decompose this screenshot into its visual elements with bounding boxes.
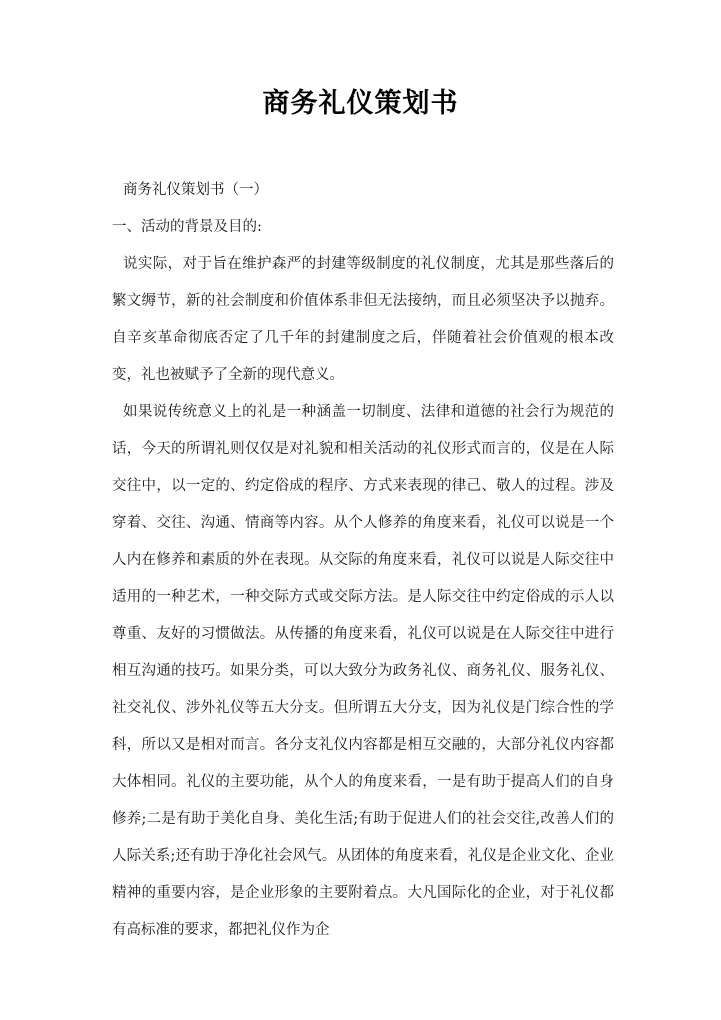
body-paragraph: 说实际，对于旨在维护森严的封建等级制度的礼仪制度，尤其是那些落后的繁文缛节，新的社会制度和价值体系非但无法接纳，而且必须坚决予以抛弃。自辛亥革命彻底否定了几千年的封建制度之后，伴随着社会价值观的根本改变，礼也被赋予了全新的现代意义。 (112, 256, 614, 383)
document-subtitle: 商务礼仪策划书（一） (123, 182, 268, 198)
body-paragraph: 如果说传统意义上的礼是一种涵盖一切制度、法律和道德的社会行为规范的话，今天的所谓礼则仅仅是对礼貌和相关活动的礼仪形式而言的，仪是在人际交往中，以一定的、约定俗成的程序、方式来表现的律己、敬人的过程。涉及穿着、交往、沟通、情商等内容。从个人修养的角度来看，礼仪可以说是一个人内在修养和素质的外在表现。从交际的角度来看，礼仪可以说是人际交往中适用的一种艺术，一种交际方式或交际方法。是人际交往中约定俗成的示人以尊重、友好的习惯做法。从传播的角度来看，礼仪可以说是在人际交往中进行相互沟通的技巧。如果分类，可以大致分为政务礼仪、商务礼仪、服务礼仪、社交礼仪、涉外礼仪等五大分支。但所谓五大分支，因为礼仪是门综合性的学科，所以又是相对而言。各分支礼仪内容都是相互交融的，大部分礼仪内容都大体相同。礼仪的主要功能，从个人的角度来看，一是有助于提高人们的自身修养;二是有助于美化自身、美化生活;有助于促进人们的社会交往,改善人们的人际关系;还有助于净化社会风气。从团体的角度来看，礼仪是企业文化、企业精神的重要内容，是企业形象的主要附着点。大凡国际化的企业，对于礼仪都有高标准的要求，都把礼仪作为企 (112, 404, 614, 938)
document-body (112, 172, 614, 949)
page-title: 商务礼仪策划书 (262, 88, 459, 119)
section-heading: 一、活动的背景及目的: (112, 219, 262, 235)
